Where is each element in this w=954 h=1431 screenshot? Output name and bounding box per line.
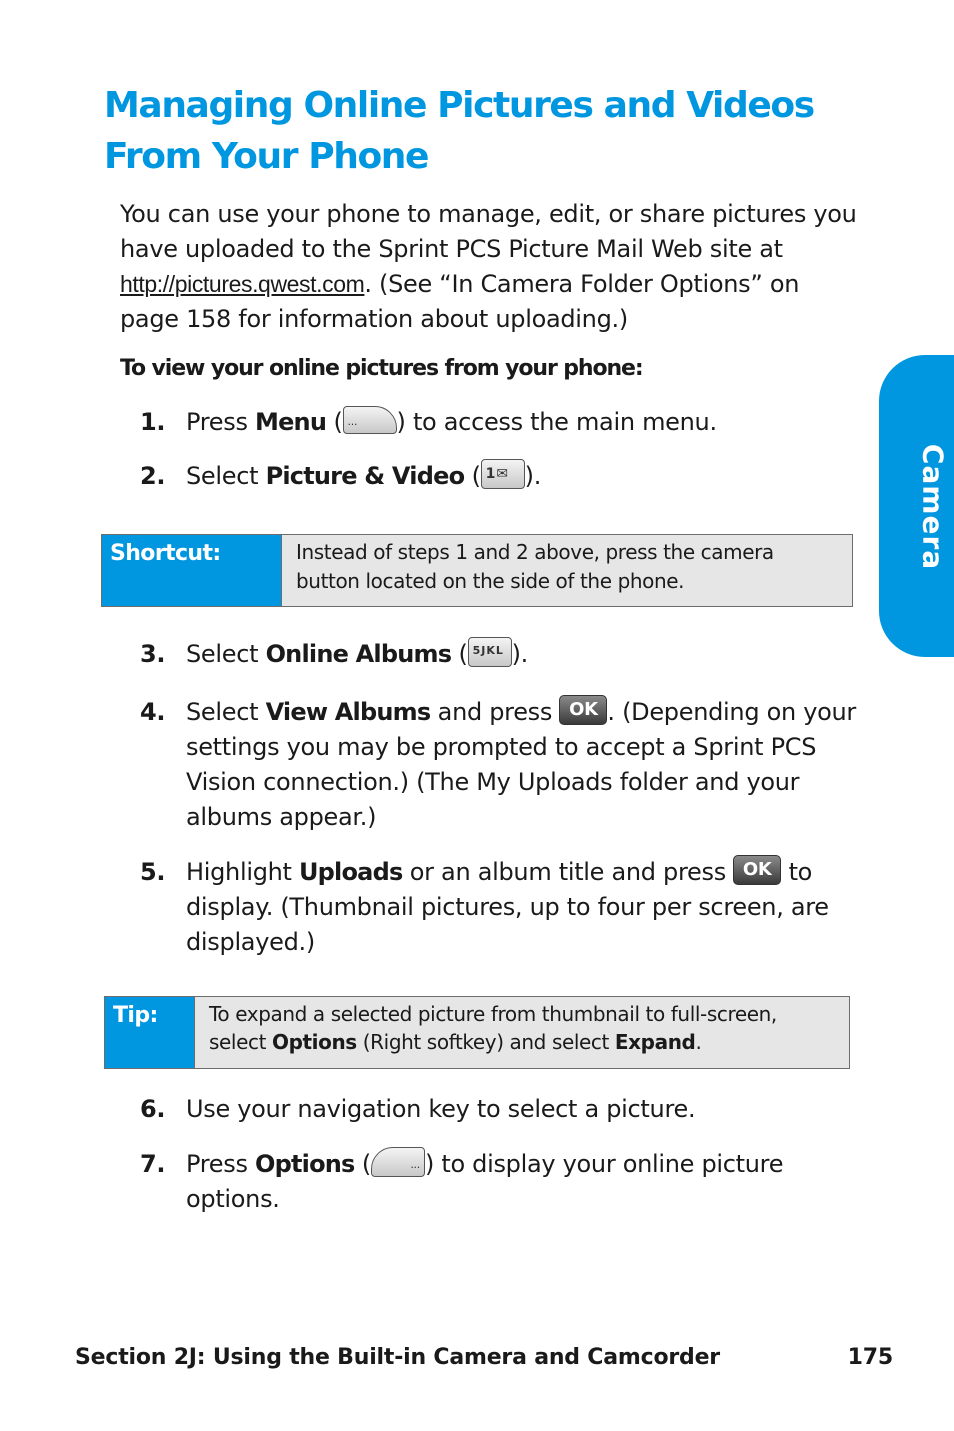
step-5 bbox=[140, 855, 860, 960]
intro-text: You can use your phone to manage, edit, or share pictures you have uploaded to the Sprint PCS Picture Mail Web site at bbox=[120, 200, 857, 263]
key-5-icon: 5JKL bbox=[468, 637, 512, 667]
ok-key-icon: OK bbox=[733, 855, 781, 885]
ok-key-icon: OK bbox=[559, 695, 607, 725]
step-number: 2. bbox=[140, 462, 166, 490]
procedure-heading: To view your online pictures from your phone: bbox=[120, 356, 643, 381]
step-text: Press Menu ( ··· ) to access the main menu. bbox=[186, 408, 717, 436]
menu-softkey-icon: ··· bbox=[343, 406, 397, 434]
menu-label: Menu bbox=[255, 408, 327, 436]
page-number: 175 bbox=[847, 1345, 893, 1370]
intro-paragraph bbox=[120, 197, 865, 337]
tip-note bbox=[104, 996, 850, 1069]
step-1 bbox=[140, 405, 860, 440]
step-text: Press Options ( ··· ) to display your online picture options. bbox=[186, 1147, 860, 1217]
footer-section-title: Section 2J: Using the Built-in Camera and Camcorder bbox=[75, 1345, 720, 1370]
step-number: 6. bbox=[140, 1095, 166, 1123]
step-number: 7. bbox=[140, 1150, 166, 1178]
page-footer bbox=[75, 1345, 893, 1370]
shortcut-label: Shortcut: bbox=[102, 535, 282, 606]
page-title-line-2: From Your Phone bbox=[104, 136, 429, 177]
step-7 bbox=[140, 1147, 860, 1217]
step-4 bbox=[140, 695, 860, 835]
online-albums-label: Online Albums bbox=[265, 640, 452, 668]
step-text: Select Online Albums ( 5JKL ). bbox=[186, 637, 860, 672]
step-2 bbox=[140, 459, 860, 494]
step-number: 4. bbox=[140, 698, 166, 726]
view-albums-label: View Albums bbox=[265, 698, 431, 726]
step-text: Highlight Uploads or an album title and press OK to display. (Thumbnail pictures, up to four per screen, are displayed.) bbox=[186, 855, 860, 960]
tip-label: Tip: bbox=[105, 997, 195, 1068]
step-number: 1. bbox=[140, 408, 166, 436]
intro-text-after: . (See “In Camera Folder Options” on page 158 for information about uploading.) bbox=[120, 270, 800, 333]
page-title bbox=[104, 80, 864, 182]
options-softkey-icon: ··· bbox=[371, 1147, 425, 1177]
step-number: 3. bbox=[140, 640, 166, 668]
options-term: Options bbox=[271, 1030, 357, 1054]
options-label: Options bbox=[255, 1150, 355, 1178]
side-tab-label: Camera bbox=[916, 443, 950, 571]
tip-text: To expand a selected picture from thumbnail to full-screen, select Options (Right softkey) and select Expand. bbox=[195, 997, 849, 1068]
section-side-tab bbox=[879, 355, 954, 657]
step-text: Use your navigation key to select a picture. bbox=[186, 1095, 696, 1123]
page-title-line-1: Managing Online Pictures and Videos bbox=[104, 85, 814, 126]
shortcut-note bbox=[101, 534, 853, 607]
key-1-icon: 1✉ bbox=[481, 459, 525, 489]
picture-video-label: Picture & Video bbox=[265, 462, 465, 490]
expand-term: Expand bbox=[614, 1030, 696, 1054]
step-number: 5. bbox=[140, 858, 166, 886]
step-3 bbox=[140, 637, 860, 672]
step-6 bbox=[140, 1092, 860, 1127]
step-text: Select Picture & Video ( 1✉ ). bbox=[186, 459, 860, 494]
step-text: Select View Albums and press OK . (Depending on your settings you may be prompted to accept a Sprint PCS Vision connection.) (The My Uploads folder and your albums appear.) bbox=[186, 695, 860, 835]
shortcut-text: Instead of steps 1 and 2 above, press the camera button located on the side of the phone. bbox=[282, 535, 852, 606]
pictures-url-link[interactable]: http://pictures.qwest.com bbox=[120, 271, 365, 297]
uploads-label: Uploads bbox=[298, 858, 403, 886]
